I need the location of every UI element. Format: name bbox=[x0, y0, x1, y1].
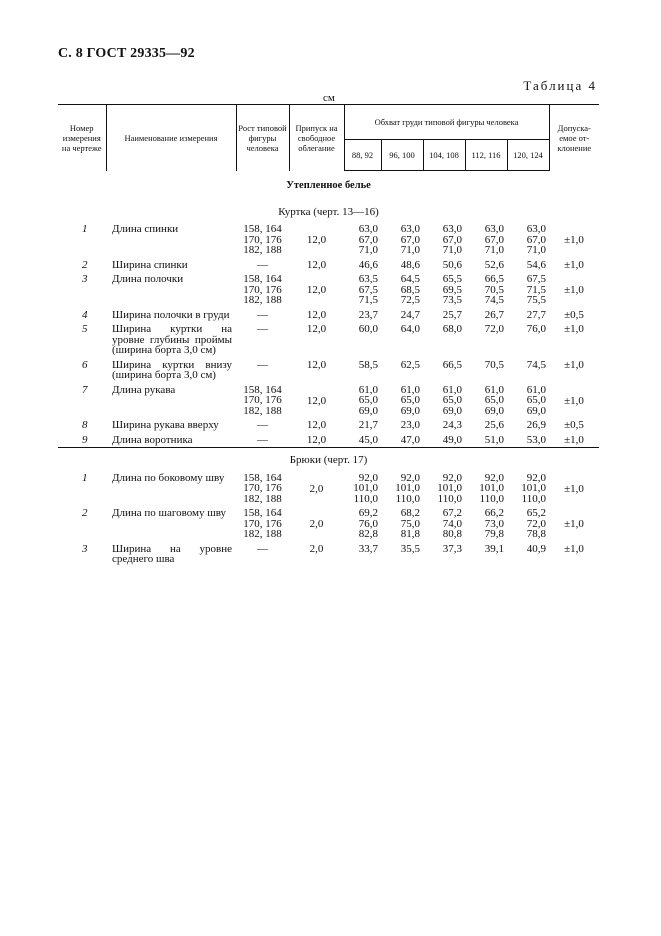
cell-line: 182, 188 bbox=[243, 528, 282, 540]
cell-line: 61,0 bbox=[526, 383, 547, 396]
col-header-tolerance: Допускаемое отклонение bbox=[549, 105, 599, 171]
row-name: Ширина полочки в груди bbox=[112, 308, 230, 321]
table-row bbox=[58, 308, 599, 323]
cell-line: 170, 176 bbox=[243, 394, 282, 406]
col-header-allowance: Припуск на свободное облегание bbox=[289, 105, 344, 171]
row-value-size-5 bbox=[507, 322, 549, 358]
cell-line: 52,6 bbox=[484, 258, 504, 271]
cell-line: 21,7 bbox=[358, 419, 378, 431]
row-value-size-5 bbox=[507, 222, 549, 258]
cell-line: 75,5 bbox=[526, 294, 547, 306]
cell-line: 69,2 bbox=[358, 507, 378, 519]
cell-line: 69,0 bbox=[442, 404, 462, 417]
cell-line: 61,0 bbox=[484, 383, 504, 396]
row-value-size-2 bbox=[381, 222, 423, 258]
cell-line: 48,6 bbox=[400, 258, 420, 271]
col-header-size-3: 104, 108 bbox=[423, 140, 465, 171]
cell-line: 40,9 bbox=[526, 542, 547, 555]
cell-line: 72,0 bbox=[526, 517, 547, 530]
cell-line: 158, 164 bbox=[243, 471, 282, 484]
page-header: С. 8 ГОСТ 29335—92 bbox=[58, 46, 195, 61]
group-title: Куртка (черт. 13—16) bbox=[278, 205, 379, 218]
row-tolerance: ±1,0 bbox=[564, 542, 584, 555]
cell-line: 110,0 bbox=[353, 492, 378, 505]
cell-line: 23,0 bbox=[400, 419, 420, 431]
row-tolerance: ±1,0 bbox=[564, 394, 584, 407]
table-row bbox=[58, 471, 599, 507]
cell-line: 72,0 bbox=[484, 323, 504, 335]
row-value-size-1 bbox=[344, 222, 381, 258]
row-value-size-4 bbox=[465, 542, 507, 567]
cell-line: 70,5 bbox=[484, 358, 504, 371]
col-header-num: Номер измерения на чертеже bbox=[58, 105, 106, 171]
row-name: Ширина на уровне среднего шва bbox=[112, 542, 232, 565]
cell-line: 74,5 bbox=[526, 358, 547, 371]
row-value-size-1 bbox=[344, 308, 381, 323]
row-value-size-1 bbox=[344, 383, 381, 419]
cell-line: 71,0 bbox=[484, 244, 504, 256]
measurements-table bbox=[58, 104, 599, 567]
cell-line: 61,0 bbox=[400, 383, 420, 396]
cell-line: 65,0 bbox=[400, 394, 420, 406]
table-row bbox=[58, 506, 599, 542]
row-value-size-5 bbox=[507, 506, 549, 542]
cell-line: 71,0 bbox=[442, 244, 462, 256]
table-row bbox=[58, 433, 599, 448]
table-row bbox=[58, 258, 599, 273]
row-value-size-4 bbox=[465, 308, 507, 323]
row-value-size-2 bbox=[381, 433, 423, 448]
row-allowance: 12,0 bbox=[306, 394, 327, 407]
row-name: Длина воротника bbox=[112, 433, 193, 446]
cell-line: — bbox=[257, 542, 268, 555]
cell-line: 50,6 bbox=[442, 258, 462, 271]
row-allowance: 2,0 bbox=[309, 542, 324, 555]
table-row bbox=[58, 272, 599, 308]
cell-line: 51,0 bbox=[484, 433, 504, 446]
row-value-size-3 bbox=[423, 433, 465, 448]
cell-line: 25,6 bbox=[484, 419, 504, 431]
row-heights bbox=[236, 418, 289, 433]
row-number: 1 bbox=[82, 471, 88, 484]
cell-line: 170, 176 bbox=[243, 482, 282, 494]
cell-line: 33,7 bbox=[358, 542, 378, 555]
cell-line: 73,0 bbox=[484, 517, 504, 530]
cell-line: 65,0 bbox=[442, 394, 462, 406]
row-value-size-4 bbox=[465, 258, 507, 273]
row-value-size-2 bbox=[381, 542, 423, 567]
row-number: 5 bbox=[82, 323, 88, 335]
cell-line: 92,0 bbox=[484, 471, 504, 484]
cell-line: 110,0 bbox=[395, 492, 420, 505]
row-value-size-1 bbox=[344, 258, 381, 273]
cell-line: — bbox=[257, 358, 268, 371]
row-value-size-5 bbox=[507, 433, 549, 448]
cell-line: 58,5 bbox=[358, 358, 378, 371]
cell-line: 26,7 bbox=[484, 308, 504, 321]
group-title: Брюки (черт. 17) bbox=[58, 448, 599, 471]
row-heights bbox=[236, 272, 289, 308]
table-row bbox=[58, 322, 599, 358]
row-value-size-4 bbox=[465, 383, 507, 419]
col-header-size-4: 112, 116 bbox=[465, 140, 507, 171]
row-allowance: 12,0 bbox=[306, 234, 327, 246]
cell-line: 65,0 bbox=[358, 394, 378, 406]
cell-line: 76,0 bbox=[358, 517, 378, 530]
cell-line: — bbox=[257, 433, 268, 446]
row-heights bbox=[236, 308, 289, 323]
row-allowance: 12,0 bbox=[306, 358, 327, 371]
cell-line: 82,8 bbox=[358, 528, 378, 540]
row-value-size-5 bbox=[507, 418, 549, 433]
cell-line: 71,0 bbox=[526, 244, 547, 256]
cell-line: 92,0 bbox=[526, 471, 547, 484]
row-value-size-4 bbox=[465, 506, 507, 542]
row-value-size-3 bbox=[423, 308, 465, 323]
row-heights bbox=[236, 222, 289, 258]
cell-line: 68,0 bbox=[442, 323, 462, 335]
row-value-size-4 bbox=[465, 358, 507, 383]
row-value-size-5 bbox=[507, 308, 549, 323]
unit-label: см bbox=[323, 92, 335, 104]
cell-line: 63,5 bbox=[358, 273, 378, 285]
row-tolerance: ±1,0 bbox=[564, 284, 584, 296]
cell-line: 69,0 bbox=[484, 404, 504, 417]
row-name: Длина по шаговому шву bbox=[112, 507, 227, 519]
row-value-size-2 bbox=[381, 322, 423, 358]
cell-line: 101,0 bbox=[353, 482, 378, 494]
row-value-size-2 bbox=[381, 358, 423, 383]
cell-line: 182, 188 bbox=[243, 492, 282, 505]
cell-line: 69,0 bbox=[400, 404, 420, 417]
table-row bbox=[58, 542, 599, 567]
row-value-size-4 bbox=[465, 272, 507, 308]
row-value-size-3 bbox=[423, 542, 465, 567]
row-tolerance: ±0,5 bbox=[564, 419, 584, 431]
cell-line: 76,0 bbox=[526, 323, 547, 335]
row-value-size-5 bbox=[507, 471, 549, 507]
row-value-size-3 bbox=[423, 418, 465, 433]
row-tolerance: ±1,0 bbox=[564, 433, 584, 446]
cell-line: 92,0 bbox=[442, 471, 462, 484]
cell-line: 71,0 bbox=[358, 244, 378, 256]
cell-line: 67,5 bbox=[358, 283, 378, 296]
cell-line: 39,1 bbox=[484, 542, 504, 555]
row-value-size-2 bbox=[381, 258, 423, 273]
row-name: Ширина рукава вверху bbox=[112, 419, 219, 431]
row-number: 4 bbox=[82, 308, 88, 321]
cell-line: — bbox=[257, 323, 268, 335]
cell-line: 110,0 bbox=[521, 492, 547, 505]
row-tolerance: ±1,0 bbox=[564, 482, 584, 495]
cell-line: 61,0 bbox=[358, 383, 378, 396]
cell-line: — bbox=[257, 308, 268, 321]
row-value-size-1 bbox=[344, 433, 381, 448]
row-name: Длина по боковому шву bbox=[112, 471, 225, 484]
cell-line: 27,7 bbox=[526, 308, 547, 321]
cell-line: 67,0 bbox=[526, 233, 547, 246]
cell-line: 35,5 bbox=[400, 542, 420, 555]
row-allowance: 12,0 bbox=[306, 419, 327, 431]
row-tolerance: ±1,0 bbox=[564, 518, 584, 530]
row-value-size-3 bbox=[423, 222, 465, 258]
cell-line: 101,0 bbox=[521, 482, 547, 494]
row-number: 6 bbox=[82, 358, 88, 371]
col-header-size-5: 120, 124 bbox=[507, 140, 549, 171]
cell-line: 101,0 bbox=[437, 482, 462, 494]
cell-line: 170, 176 bbox=[243, 283, 282, 296]
row-number: 2 bbox=[82, 258, 88, 271]
cell-line: 158, 164 bbox=[243, 383, 282, 396]
cell-line: 182, 188 bbox=[243, 294, 282, 306]
cell-line: 63,0 bbox=[442, 223, 462, 235]
cell-line: 65,5 bbox=[442, 273, 462, 285]
cell-line: 110,0 bbox=[479, 492, 504, 505]
cell-line: 26,9 bbox=[526, 419, 547, 431]
cell-line: 170, 176 bbox=[243, 517, 282, 530]
cell-line: 54,6 bbox=[526, 258, 547, 271]
row-value-size-4 bbox=[465, 418, 507, 433]
row-allowance: 12,0 bbox=[306, 433, 327, 446]
row-value-size-3 bbox=[423, 258, 465, 273]
cell-line: 66,2 bbox=[484, 507, 504, 519]
cell-line: 63,0 bbox=[484, 223, 504, 235]
cell-line: 101,0 bbox=[395, 482, 420, 494]
row-number: 2 bbox=[82, 507, 88, 519]
row-value-size-1 bbox=[344, 471, 381, 507]
row-value-size-5 bbox=[507, 258, 549, 273]
cell-line: 71,5 bbox=[526, 283, 547, 296]
cell-line: 60,0 bbox=[358, 323, 378, 335]
table-row bbox=[58, 222, 599, 258]
cell-line: 45,0 bbox=[358, 433, 378, 446]
cell-line: 182, 188 bbox=[243, 244, 282, 256]
cell-line: — bbox=[257, 258, 268, 271]
cell-line: 69,5 bbox=[442, 283, 462, 296]
cell-line: 73,5 bbox=[442, 294, 462, 306]
cell-line: 67,5 bbox=[526, 273, 547, 285]
cell-line: 92,0 bbox=[358, 471, 378, 484]
row-value-size-2 bbox=[381, 418, 423, 433]
table-caption: Таблица 4 bbox=[523, 78, 597, 93]
table-row bbox=[58, 358, 599, 383]
cell-line: 47,0 bbox=[400, 433, 420, 446]
cell-line: 49,0 bbox=[442, 433, 462, 446]
cell-line: 66,5 bbox=[442, 358, 462, 371]
row-allowance: 12,0 bbox=[306, 284, 327, 296]
cell-line: 67,0 bbox=[358, 233, 378, 246]
row-allowance: 12,0 bbox=[306, 323, 327, 335]
cell-line: 74,0 bbox=[442, 517, 462, 530]
cell-line: 65,2 bbox=[526, 507, 547, 519]
cell-line: 24,7 bbox=[400, 308, 420, 321]
row-heights bbox=[236, 542, 289, 567]
row-value-size-3 bbox=[423, 506, 465, 542]
row-allowance: 2,0 bbox=[309, 518, 324, 530]
cell-line: 71,5 bbox=[358, 294, 378, 306]
cell-line: 65,0 bbox=[526, 394, 547, 406]
cell-line: 63,0 bbox=[526, 223, 547, 235]
cell-line: 67,0 bbox=[400, 233, 420, 246]
cell-line: 68,5 bbox=[400, 283, 420, 296]
row-allowance: 2,0 bbox=[309, 482, 324, 495]
cell-line: 72,5 bbox=[400, 294, 420, 306]
col-header-size-2: 96, 100 bbox=[381, 140, 423, 171]
cell-line: 67,2 bbox=[442, 507, 462, 519]
row-tolerance: ±1,0 bbox=[564, 358, 584, 371]
row-value-size-1 bbox=[344, 542, 381, 567]
cell-line: 62,5 bbox=[400, 358, 420, 371]
row-value-size-2 bbox=[381, 383, 423, 419]
cell-line: 158, 164 bbox=[243, 507, 282, 519]
row-number: 1 bbox=[82, 223, 88, 235]
row-value-size-4 bbox=[465, 322, 507, 358]
cell-line: 69,0 bbox=[526, 404, 547, 417]
cell-line: 70,5 bbox=[484, 283, 504, 296]
row-name: Длина рукава bbox=[112, 383, 176, 396]
cell-line: 182, 188 bbox=[243, 404, 282, 417]
row-heights bbox=[236, 506, 289, 542]
row-value-size-1 bbox=[344, 358, 381, 383]
cell-line: 80,8 bbox=[442, 528, 462, 540]
row-value-size-3 bbox=[423, 383, 465, 419]
row-tolerance: ±1,0 bbox=[564, 234, 584, 246]
row-tolerance: ±0,5 bbox=[564, 308, 584, 321]
cell-line: 158, 164 bbox=[243, 273, 282, 285]
row-value-size-1 bbox=[344, 272, 381, 308]
row-heights bbox=[236, 322, 289, 358]
row-value-size-5 bbox=[507, 542, 549, 567]
cell-line: 67,0 bbox=[442, 233, 462, 246]
row-value-size-2 bbox=[381, 471, 423, 507]
row-value-size-5 bbox=[507, 358, 549, 383]
cell-line: 25,7 bbox=[442, 308, 462, 321]
col-header-name: Наименование измерения bbox=[106, 105, 236, 171]
row-name: Длина спинки bbox=[112, 223, 179, 235]
row-value-size-2 bbox=[381, 272, 423, 308]
cell-line: 61,0 bbox=[442, 383, 462, 396]
cell-line: 79,8 bbox=[484, 528, 504, 540]
cell-line: 46,6 bbox=[358, 258, 378, 271]
row-tolerance: ±1,0 bbox=[564, 323, 584, 335]
col-header-height: Рост типовой фигуры человека bbox=[236, 105, 289, 171]
table-row bbox=[58, 418, 599, 433]
cell-line: 68,2 bbox=[400, 507, 420, 519]
cell-line: 170, 176 bbox=[243, 233, 282, 246]
row-value-size-1 bbox=[344, 418, 381, 433]
row-allowance: 12,0 bbox=[306, 258, 327, 271]
cell-line: 71,0 bbox=[400, 244, 420, 256]
row-heights bbox=[236, 258, 289, 273]
row-value-size-3 bbox=[423, 272, 465, 308]
row-name: Ширина спинки bbox=[112, 258, 188, 271]
cell-line: 75,0 bbox=[400, 517, 420, 530]
row-number: 9 bbox=[82, 433, 88, 446]
cell-line: 63,0 bbox=[358, 223, 378, 235]
cell-line: 24,3 bbox=[442, 419, 462, 431]
row-value-size-3 bbox=[423, 471, 465, 507]
row-name: Ширина куртки внизу (ширина борта 3,0 см) bbox=[112, 358, 232, 381]
row-value-size-4 bbox=[465, 471, 507, 507]
row-value-size-3 bbox=[423, 322, 465, 358]
cell-line: 66,5 bbox=[484, 273, 504, 285]
row-heights bbox=[236, 358, 289, 383]
cell-line: 110,0 bbox=[437, 492, 462, 505]
cell-line: 64,0 bbox=[400, 323, 420, 335]
section-title: Утепленное белье bbox=[286, 180, 371, 191]
row-value-size-2 bbox=[381, 308, 423, 323]
row-number: 7 bbox=[82, 383, 88, 396]
row-value-size-1 bbox=[344, 506, 381, 542]
row-tolerance: ±1,0 bbox=[564, 258, 584, 271]
row-number: 3 bbox=[82, 542, 88, 555]
row-number: 8 bbox=[82, 419, 88, 431]
cell-line: 53,0 bbox=[526, 433, 547, 446]
cell-line: 78,8 bbox=[526, 528, 547, 540]
row-value-size-3 bbox=[423, 358, 465, 383]
row-value-size-4 bbox=[465, 433, 507, 448]
row-value-size-2 bbox=[381, 506, 423, 542]
cell-line: 158, 164 bbox=[243, 223, 282, 235]
cell-line: 64,5 bbox=[400, 273, 420, 285]
col-header-girth-group: Обхват груди типовой фигуры человека bbox=[344, 105, 549, 140]
cell-line: 67,0 bbox=[484, 233, 504, 246]
row-value-size-5 bbox=[507, 272, 549, 308]
row-value-size-1 bbox=[344, 322, 381, 358]
table-row bbox=[58, 383, 599, 419]
row-allowance: 12,0 bbox=[306, 308, 327, 321]
row-value-size-5 bbox=[507, 383, 549, 419]
cell-line: 101,0 bbox=[479, 482, 504, 494]
cell-line: 63,0 bbox=[400, 223, 420, 235]
cell-line: 92,0 bbox=[400, 471, 420, 484]
cell-line: 69,0 bbox=[358, 404, 378, 417]
row-number: 3 bbox=[82, 273, 88, 285]
row-heights bbox=[236, 433, 289, 448]
row-name: Длина полочки bbox=[112, 273, 184, 285]
cell-line: 81,8 bbox=[400, 528, 420, 540]
row-heights bbox=[236, 383, 289, 419]
cell-line: 74,5 bbox=[484, 294, 504, 306]
row-value-size-4 bbox=[465, 222, 507, 258]
cell-line: 37,3 bbox=[442, 542, 462, 555]
row-name: Ширина куртки на уровне глубины проймы (ширина борта 3,0 см) bbox=[112, 323, 232, 356]
cell-line: 65,0 bbox=[484, 394, 504, 406]
cell-line: 23,7 bbox=[358, 308, 378, 321]
cell-line: — bbox=[257, 419, 268, 431]
row-heights bbox=[236, 471, 289, 507]
col-header-size-1: 88, 92 bbox=[344, 140, 381, 171]
